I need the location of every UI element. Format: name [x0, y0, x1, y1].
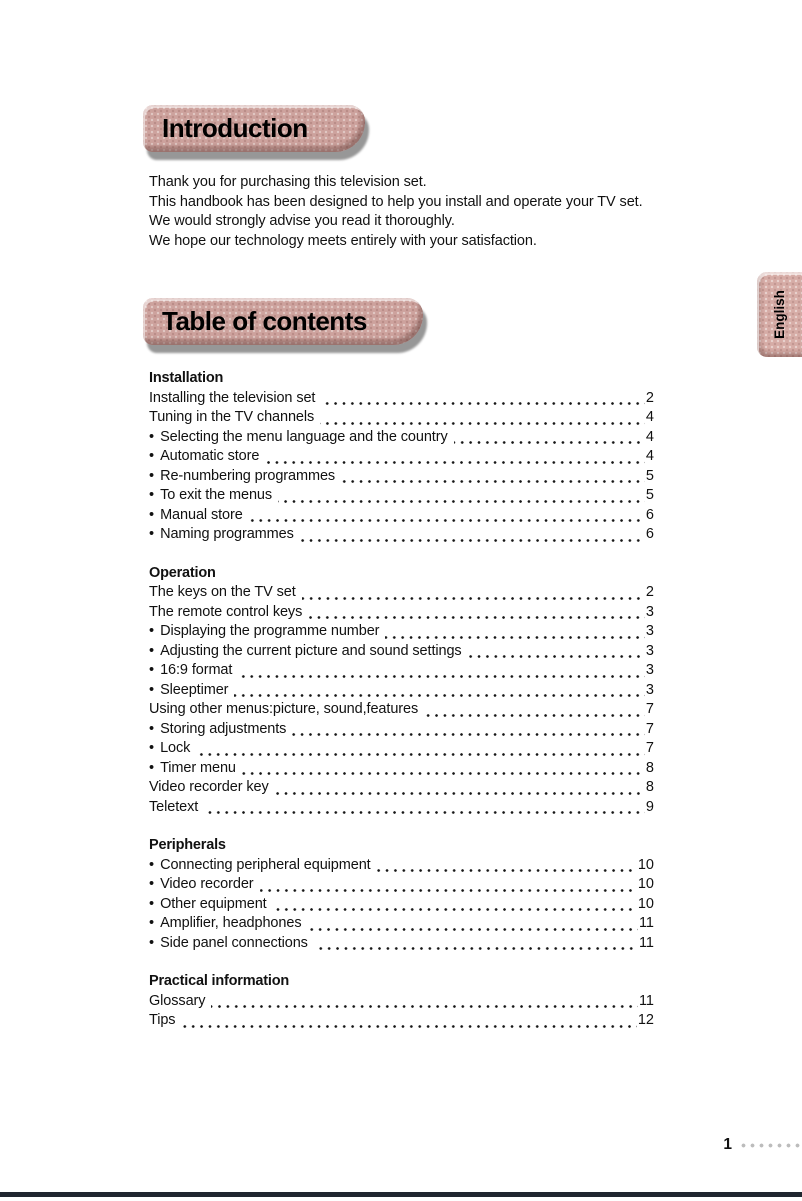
toc-entry: [149, 408, 654, 428]
toc-entry-label: Adjusting the current picture and sound settings: [160, 642, 462, 659]
toc-entry-label: Tuning in the TV channels: [149, 409, 315, 425]
toc-entry: [149, 428, 654, 448]
toc-section-items: [149, 992, 654, 1031]
toc-entry-page: 5: [645, 487, 654, 503]
toc-entry: [149, 622, 654, 642]
toc-entry: [149, 759, 654, 779]
toc-entry-bullet: •: [149, 623, 155, 639]
footer-dots-decoration: [741, 1143, 802, 1148]
toc-entry-bullet: •: [149, 720, 155, 737]
introduction-line: Thank you for purchasing this television set.: [149, 174, 427, 190]
toc-entry: [149, 1011, 654, 1031]
toc-dot-leader: [385, 636, 645, 639]
toc-dot-leader: [273, 908, 637, 911]
toc-entry-bullet: •: [149, 487, 155, 503]
toc-entry-bullet: •: [149, 662, 155, 678]
toc-entry-page: 2: [645, 389, 654, 406]
page-bottom-rule: [0, 1192, 802, 1197]
toc-entry: [149, 778, 654, 798]
language-tab-label: English: [772, 290, 788, 339]
toc-dot-leader: [320, 422, 645, 425]
toc-entry-bullet: •: [149, 467, 155, 484]
language-tab-english: [757, 272, 802, 357]
toc-dot-leader: [468, 655, 645, 658]
toc-entry: [149, 875, 654, 895]
toc-entry-label: The keys on the TV set: [149, 584, 296, 600]
toc-entry-bullet: •: [149, 740, 155, 756]
toc-dot-leader: [314, 947, 638, 950]
toc-entry-bullet: •: [149, 526, 155, 542]
toc-entry-page: 3: [645, 603, 654, 620]
toc-entry-label: Automatic store: [160, 448, 260, 464]
toc-entry-page: 4: [645, 448, 654, 464]
toc-section: [149, 564, 654, 818]
toc-dot-leader: [377, 869, 637, 872]
toc-dot-leader: [238, 675, 645, 678]
toc-entry-label: Timer menu: [160, 759, 236, 776]
toc-entry-page: 4: [645, 409, 654, 425]
toc-entry-page: 8: [645, 779, 654, 795]
toc-entry: [149, 798, 654, 818]
toc-entry: [149, 700, 654, 720]
toc-entry: [149, 642, 654, 662]
toc-entry: [149, 681, 654, 701]
toc-section-header: Installation: [149, 370, 224, 386]
toc-dot-leader: [275, 792, 645, 795]
introduction-line: This handbook has been designed to help you install and operate your TV set.: [149, 193, 643, 210]
toc-dot-leader: [424, 714, 645, 717]
toc-entry-page: 3: [645, 642, 654, 659]
toc-dot-leader: [292, 733, 645, 736]
toc-entry: [149, 661, 654, 681]
introduction-title: Introduction: [162, 113, 308, 143]
toc-dot-leader: [181, 1025, 636, 1028]
toc-entry-page: 3: [645, 623, 654, 639]
table-of-contents-heading-badge: [143, 298, 423, 345]
introduction-heading-badge: [143, 105, 365, 152]
toc-entry-label: Video recorder: [160, 876, 254, 892]
toc-dot-leader: [260, 889, 637, 892]
toc-section-header: Operation: [149, 564, 216, 581]
toc-section-items: [149, 583, 654, 817]
toc-entry-page: 9: [645, 798, 654, 815]
toc-section: [149, 972, 654, 1031]
toc-section-items: [149, 856, 654, 954]
toc-entry-label: Amplifier, headphones: [160, 915, 302, 931]
toc-entry-label: Sleeptimer: [160, 681, 229, 698]
introduction-line: We hope our technology meets entirely with your satisfaction.: [149, 232, 537, 249]
toc-entry-label: Connecting peripheral equipment: [160, 856, 371, 873]
toc-entry: [149, 525, 654, 545]
toc-dot-leader: [265, 461, 645, 464]
toc-section-items: [149, 389, 654, 545]
introduction-line: We would strongly advise you read it thoroughly.: [149, 213, 455, 230]
toc-entry-page: 3: [645, 662, 654, 678]
toc-dot-leader: [234, 694, 645, 697]
toc-entry-label: Side panel connections: [160, 934, 308, 951]
toc-entry-bullet: •: [149, 428, 155, 445]
introduction-paragraph: [149, 173, 669, 251]
toc-entry-label: To exit the menus: [160, 487, 273, 503]
toc-entry-page: 10: [637, 856, 654, 873]
page-number: 1: [723, 1136, 732, 1153]
toc-dot-leader: [307, 928, 637, 931]
toc-entry-page: 5: [645, 467, 654, 484]
toc-entry-page: 8: [645, 759, 654, 776]
toc-entry-page: 12: [637, 1012, 654, 1028]
toc-entry-bullet: •: [149, 642, 155, 659]
toc-entry-label: Other equipment: [160, 895, 267, 912]
toc-section: [149, 836, 654, 953]
toc-dot-leader: [302, 597, 645, 600]
table-of-contents: [149, 369, 654, 1031]
toc-entry-page: 10: [637, 876, 654, 892]
toc-entry: [149, 389, 654, 409]
toc-entry: [149, 447, 654, 467]
toc-entry: [149, 895, 654, 915]
toc-dot-leader: [308, 616, 645, 619]
toc-entry: [149, 720, 654, 740]
toc-entry-label: Displaying the programme number: [160, 623, 380, 639]
toc-entry: [149, 992, 654, 1012]
toc-entry: [149, 739, 654, 759]
toc-entry-bullet: •: [149, 934, 155, 951]
toc-entry-page: 7: [645, 701, 654, 717]
toc-dot-leader: [242, 772, 645, 775]
toc-entry-bullet: •: [149, 856, 155, 873]
toc-entry-page: 4: [645, 428, 654, 445]
toc-entry-page: 3: [645, 681, 654, 698]
toc-section: [149, 369, 654, 545]
toc-entry: [149, 506, 654, 526]
toc-entry-page: 11: [638, 934, 654, 951]
toc-dot-leader: [278, 500, 645, 503]
toc-dot-leader: [454, 441, 645, 444]
toc-section-header: Peripherals: [149, 837, 226, 853]
toc-entry-label: Lock: [160, 740, 191, 756]
toc-entry-bullet: •: [149, 681, 155, 698]
toc-entry-label: Using other menus:picture, sound,features: [149, 701, 419, 717]
toc-dot-leader: [196, 753, 645, 756]
toc-entry: [149, 934, 654, 954]
toc-dot-leader: [249, 519, 645, 522]
toc-entry-label: The remote control keys: [149, 603, 303, 620]
toc-entry-label: Tips: [149, 1012, 176, 1028]
toc-entry-label: Re-numbering programmes: [160, 467, 336, 484]
toc-entry-label: Naming programmes: [160, 526, 294, 542]
toc-dot-leader: [300, 539, 645, 542]
toc-entry-label: Video recorder key: [149, 779, 269, 795]
toc-dot-leader: [321, 402, 645, 405]
toc-entry-bullet: •: [149, 876, 155, 892]
toc-entry: [149, 583, 654, 603]
toc-entry-bullet: •: [149, 506, 155, 523]
toc-entry-label: Storing adjustments: [160, 720, 287, 737]
toc-dot-leader: [211, 1005, 638, 1008]
toc-entry-label: Installing the television set: [149, 389, 316, 406]
toc-entry-page: 11: [638, 992, 654, 1009]
toc-entry-bullet: •: [149, 895, 155, 912]
toc-entry: [149, 856, 654, 876]
toc-entry-label: 16:9 format: [160, 662, 233, 678]
table-of-contents-title: Table of contents: [162, 306, 367, 336]
toc-entry: [149, 467, 654, 487]
toc-entry-label: Glossary: [149, 992, 206, 1009]
toc-entry-label: Selecting the menu language and the country: [160, 428, 448, 445]
toc-entry-page: 7: [645, 720, 654, 737]
toc-entry-bullet: •: [149, 759, 155, 776]
toc-entry-bullet: •: [149, 448, 155, 464]
toc-entry-page: 7: [645, 740, 654, 756]
toc-entry-page: 6: [645, 506, 654, 523]
toc-entry-label: Teletext: [149, 798, 199, 815]
toc-entry: [149, 486, 654, 506]
toc-entry: [149, 914, 654, 934]
toc-entry-page: 2: [645, 584, 654, 600]
toc-entry-page: 11: [638, 915, 654, 931]
toc-entry-label: Manual store: [160, 506, 243, 523]
toc-entry-page: 6: [645, 526, 654, 542]
toc-dot-leader: [204, 811, 645, 814]
toc-entry: [149, 603, 654, 623]
toc-section-header: Practical information: [149, 973, 290, 989]
toc-entry-page: 10: [637, 895, 654, 912]
toc-entry-bullet: •: [149, 915, 155, 931]
toc-dot-leader: [341, 480, 645, 483]
